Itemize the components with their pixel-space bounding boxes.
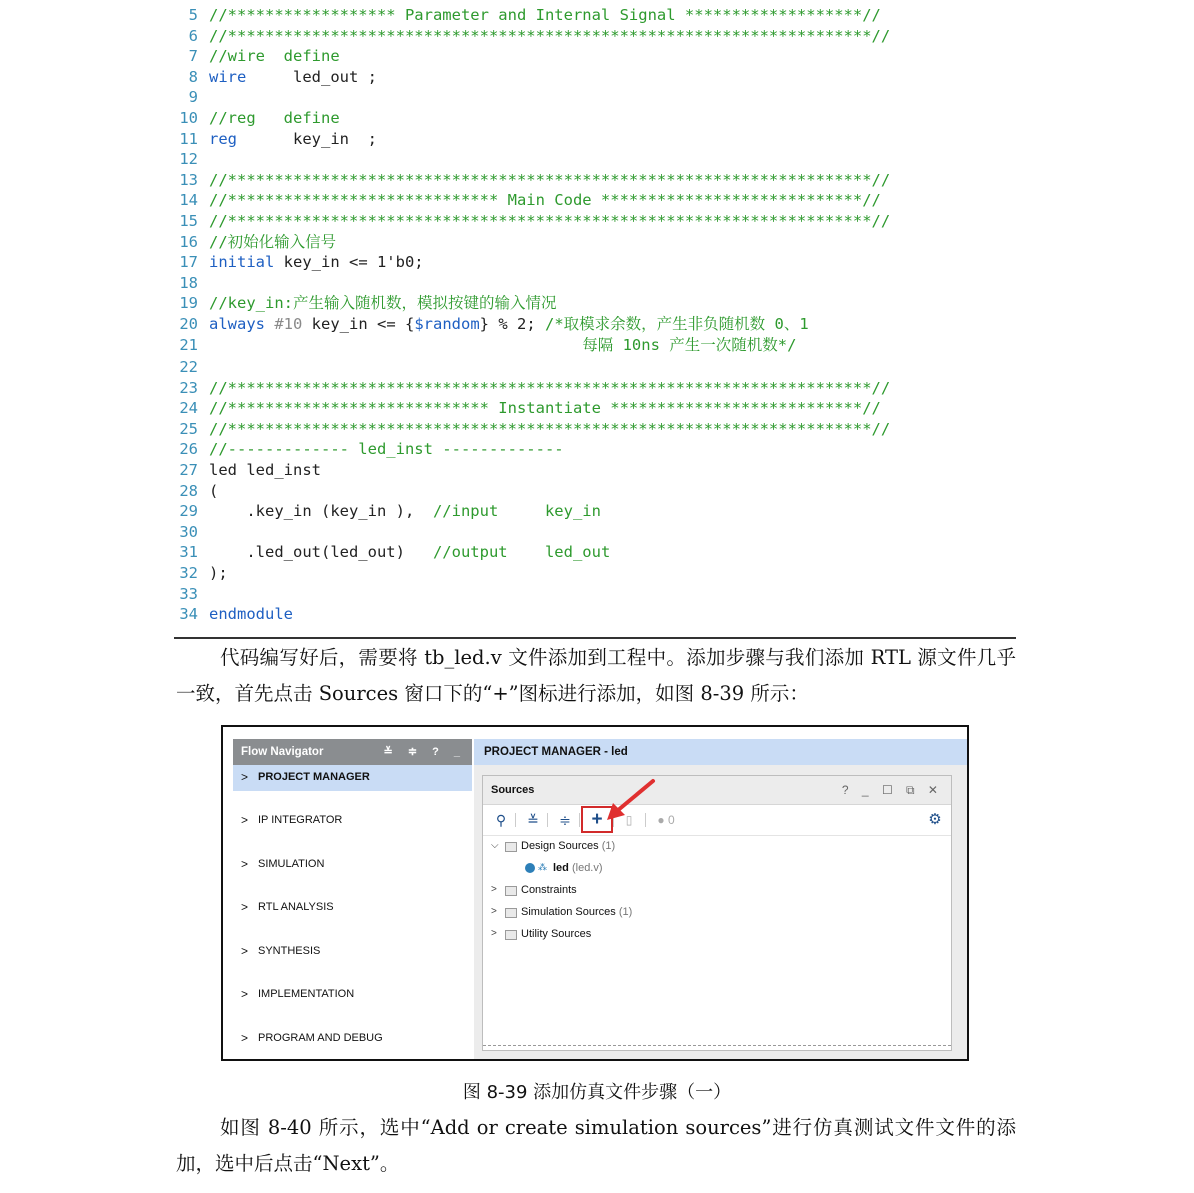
line-number: 18 bbox=[179, 273, 198, 292]
nav-item-label: RTL ANALYSIS bbox=[258, 901, 334, 913]
chevron-right-icon: > bbox=[241, 943, 249, 958]
code-line bbox=[174, 335, 1016, 358]
tree-item-label: Constraints bbox=[521, 884, 577, 896]
code-token: //*********************************************************************// bbox=[209, 170, 891, 189]
code-token: ); bbox=[209, 564, 228, 583]
line-number: 28 bbox=[179, 481, 198, 500]
code-token: //*********************************************************************// bbox=[209, 26, 891, 45]
window-controls[interactable]: ? _ ☐ ⧉ ✕ bbox=[841, 783, 943, 797]
chevron-down-icon: ⌵ bbox=[491, 840, 499, 851]
code-token: reg bbox=[209, 129, 237, 148]
code-text bbox=[209, 5, 881, 26]
nav-item-ip-integrator[interactable] bbox=[233, 808, 472, 852]
nav-item-label: PROGRAM AND DEBUG bbox=[258, 1031, 383, 1044]
code-text bbox=[209, 398, 881, 419]
sources-tree bbox=[483, 836, 951, 946]
flow-navigator-title: Flow Navigator bbox=[241, 746, 324, 758]
code-text bbox=[209, 419, 890, 440]
code-line bbox=[174, 439, 1016, 460]
collapse-all-icon[interactable]: ≚ bbox=[527, 812, 539, 828]
tree-bottom-border bbox=[483, 1045, 951, 1046]
chevron-right-icon: > bbox=[241, 856, 249, 871]
code-token: //****************** Parameter and Internal Signal *******************// bbox=[209, 6, 881, 24]
expand-all-icon[interactable]: ≑ bbox=[559, 812, 571, 828]
tree-item-constraints[interactable] bbox=[483, 880, 951, 902]
code-text bbox=[209, 439, 564, 460]
tree-item-utility-sources[interactable] bbox=[483, 924, 951, 946]
code-token: $random bbox=[414, 314, 480, 333]
code-line bbox=[174, 501, 1016, 522]
chevron-right-icon: > bbox=[241, 987, 249, 1001]
nav-item-rtl-analysis[interactable] bbox=[233, 895, 472, 939]
document-icon[interactable]: ▯ bbox=[625, 813, 633, 827]
code-token: } % 2; bbox=[479, 314, 545, 333]
chevron-right-icon: > bbox=[491, 928, 497, 939]
folder-icon bbox=[505, 886, 517, 896]
chevron-right-icon: > bbox=[241, 900, 249, 914]
toolbar-separator bbox=[515, 813, 516, 827]
sources-title: Sources bbox=[491, 784, 535, 796]
code-token: key_in <= 1'b0; bbox=[274, 253, 424, 272]
line-number: 13 bbox=[179, 170, 198, 189]
search-icon[interactable]: ⚲ bbox=[495, 812, 507, 828]
line-number: 30 bbox=[179, 522, 198, 541]
nav-item-implementation[interactable] bbox=[233, 982, 472, 1026]
code-line bbox=[174, 584, 1016, 605]
code-divider bbox=[174, 637, 1016, 639]
code-text bbox=[209, 335, 796, 356]
line-number: 20 bbox=[179, 314, 198, 333]
line-number: 31 bbox=[179, 543, 198, 562]
nav-item-label: IP INTEGRATOR bbox=[258, 814, 343, 826]
code-line bbox=[174, 129, 1016, 150]
code-token: //key_in:产生输入随机数，模拟按键的输入情况 bbox=[209, 294, 557, 313]
code-token: //***************************** Main Code ****************************// bbox=[209, 191, 881, 210]
code-text bbox=[209, 252, 424, 273]
line-number: 19 bbox=[179, 294, 198, 313]
tree-item-label: Utility Sources bbox=[521, 928, 592, 940]
code-text bbox=[209, 293, 557, 314]
tree-item-file: (led.v) bbox=[571, 862, 603, 874]
code-token: led led_inst bbox=[209, 461, 321, 480]
gear-icon[interactable]: ⚙ bbox=[928, 811, 942, 828]
code-token: #10 bbox=[274, 314, 303, 333]
code-text bbox=[209, 460, 321, 481]
sources-header bbox=[483, 776, 951, 805]
folder-icon bbox=[505, 908, 517, 918]
tree-item-label: led bbox=[553, 862, 569, 874]
code-line bbox=[174, 293, 1016, 314]
chevron-right-icon: > bbox=[241, 770, 249, 784]
tree-item-design-sources[interactable] bbox=[483, 836, 951, 858]
code-text bbox=[209, 108, 340, 129]
module-icon bbox=[525, 863, 535, 873]
code-line bbox=[174, 67, 1016, 88]
code-token: //reg define bbox=[209, 108, 340, 127]
line-number: 34 bbox=[179, 605, 198, 624]
tree-item-count: (1) bbox=[618, 906, 633, 918]
code-line bbox=[174, 419, 1016, 440]
line-number: 15 bbox=[179, 211, 198, 230]
code-token: //*********************************************************************// bbox=[209, 419, 891, 438]
code-token: key_in <= { bbox=[302, 314, 415, 333]
sources-toolbar bbox=[483, 805, 951, 836]
chevron-right-icon: > bbox=[491, 906, 497, 917]
code-token: //**************************** Instantiate ***************************// bbox=[209, 399, 881, 418]
code-line bbox=[174, 211, 1016, 232]
line-number: 8 bbox=[188, 67, 198, 86]
line-number: 27 bbox=[179, 461, 198, 480]
code-line bbox=[174, 604, 1016, 625]
code-text bbox=[209, 190, 881, 211]
code-line bbox=[174, 273, 1016, 294]
body-paragraph-2 bbox=[176, 1110, 1016, 1182]
line-number: 22 bbox=[179, 358, 198, 377]
code-line bbox=[174, 149, 1016, 170]
code-token: always bbox=[209, 314, 265, 333]
flow-navigator-tools[interactable]: ≚ ≑ ? _ bbox=[383, 746, 466, 758]
code-text bbox=[209, 232, 336, 253]
line-number: 7 bbox=[188, 47, 198, 66]
line-number: 6 bbox=[188, 26, 198, 45]
line-number: 29 bbox=[179, 502, 198, 521]
paragraph-text: 代码编写好后，需要将 tb_led.v 文件添加到工程中。添加步骤与我们添加 RTL 源文件几乎一致，首先点击 Sources 窗口下的“+”图标进行添加，如图 8-39 所示： bbox=[176, 646, 1016, 705]
toolbar-separator bbox=[579, 813, 580, 827]
code-text bbox=[209, 314, 809, 335]
status-dot-icon: ● 0 bbox=[657, 813, 675, 827]
chevron-right-icon: > bbox=[241, 813, 249, 827]
code-text bbox=[209, 129, 377, 150]
code-token: 每隔 10ns 产生一次随机数*/ bbox=[209, 335, 797, 354]
folder-icon bbox=[505, 842, 517, 852]
code-token: .led_out(led_out) bbox=[209, 543, 433, 562]
code-token: //*********************************************************************// bbox=[209, 211, 891, 230]
sources-window bbox=[482, 775, 952, 1051]
code-line bbox=[174, 314, 1016, 335]
code-text bbox=[209, 481, 218, 502]
nav-item-project-manager[interactable] bbox=[233, 765, 472, 791]
line-number: 16 bbox=[179, 232, 198, 251]
paragraph-text: 如图 8-40 所示，选中“Add or create simulation sources”进行仿真测试文件文件的添加，选中后点击“Next”。 bbox=[176, 1116, 1016, 1175]
tree-item-label: Design Sources bbox=[521, 840, 599, 852]
nav-item-synthesis[interactable] bbox=[233, 939, 472, 983]
code-line bbox=[174, 522, 1016, 543]
code-text bbox=[209, 501, 601, 522]
line-number: 10 bbox=[179, 108, 198, 127]
nav-item-simulation[interactable] bbox=[233, 852, 472, 896]
flow-navigator-header bbox=[233, 739, 472, 765]
nav-item-label: SIMULATION bbox=[258, 857, 325, 870]
code-listing bbox=[174, 5, 1016, 625]
tree-item-led[interactable] bbox=[483, 858, 951, 880]
code-line bbox=[174, 5, 1016, 26]
code-token: /*取模求余数，产生非负随机数 0、1 bbox=[544, 314, 809, 333]
nav-item-label: IMPLEMENTATION bbox=[258, 988, 355, 1000]
line-number: 26 bbox=[179, 440, 198, 459]
figure-caption: 图 8-39 添加仿真文件步骤（一） bbox=[462, 1082, 732, 1103]
code-token: //input key_in bbox=[432, 502, 601, 521]
tree-item-count: (1) bbox=[601, 840, 616, 852]
line-number: 33 bbox=[179, 584, 198, 603]
line-number: 5 bbox=[188, 6, 198, 24]
code-text bbox=[209, 563, 228, 584]
code-line bbox=[174, 108, 1016, 129]
line-number: 25 bbox=[179, 419, 198, 438]
code-token: wire bbox=[209, 67, 247, 86]
line-number: 24 bbox=[179, 399, 198, 418]
line-number: 11 bbox=[179, 129, 198, 148]
hierarchy-icon: ⁂ bbox=[538, 862, 547, 872]
code-text bbox=[209, 46, 340, 67]
line-number: 12 bbox=[179, 150, 198, 169]
folder-icon bbox=[505, 930, 517, 940]
line-number: 17 bbox=[179, 253, 198, 272]
code-text bbox=[209, 378, 890, 399]
code-token: led_out ; bbox=[246, 67, 377, 86]
line-number: 32 bbox=[179, 564, 198, 583]
code-line bbox=[174, 542, 1016, 563]
code-token: key_in ; bbox=[237, 129, 377, 148]
toolbar-separator bbox=[547, 813, 548, 827]
line-number: 14 bbox=[179, 191, 198, 210]
code-token: //wire define bbox=[209, 47, 340, 66]
code-token bbox=[265, 315, 274, 333]
code-token: initial bbox=[209, 253, 275, 272]
code-line bbox=[174, 481, 1016, 502]
code-text bbox=[209, 67, 377, 88]
code-line bbox=[174, 378, 1016, 399]
code-text bbox=[209, 26, 890, 47]
flow-navigator bbox=[233, 739, 472, 1051]
code-text bbox=[209, 604, 293, 625]
code-line bbox=[174, 190, 1016, 211]
chevron-right-icon: > bbox=[241, 1030, 249, 1045]
line-number: 21 bbox=[179, 335, 198, 354]
code-line bbox=[174, 46, 1016, 67]
code-text bbox=[209, 170, 890, 191]
code-token: //*********************************************************************// bbox=[209, 378, 891, 397]
code-token: endmodule bbox=[209, 605, 293, 624]
project-manager-banner: PROJECT MANAGER - led bbox=[474, 739, 968, 765]
code-line bbox=[174, 398, 1016, 419]
code-token: .key_in (key_in ), bbox=[209, 502, 433, 521]
vivado-screenshot bbox=[221, 725, 969, 1061]
code-token: //------------- led_inst ------------- bbox=[209, 440, 564, 459]
code-token: ( bbox=[209, 481, 219, 500]
tree-item-label: Simulation Sources bbox=[521, 906, 616, 918]
nav-item-label: SYNTHESIS bbox=[258, 944, 321, 957]
code-text bbox=[209, 542, 610, 563]
chevron-right-icon: > bbox=[491, 884, 497, 895]
code-line bbox=[174, 357, 1016, 378]
code-text bbox=[209, 211, 890, 232]
code-token: //output led_out bbox=[432, 543, 611, 562]
code-line bbox=[174, 87, 1016, 108]
nav-item-program-and-debug[interactable] bbox=[233, 1026, 472, 1062]
code-line bbox=[174, 460, 1016, 481]
code-line bbox=[174, 170, 1016, 191]
line-number: 9 bbox=[188, 88, 198, 107]
code-line bbox=[174, 232, 1016, 253]
code-token: //初始化输入信号 bbox=[209, 232, 337, 251]
body-paragraph-1 bbox=[176, 640, 1016, 712]
code-line bbox=[174, 26, 1016, 47]
tree-item-simulation-sources[interactable] bbox=[483, 902, 951, 924]
add-sources-button[interactable]: + bbox=[591, 809, 603, 830]
code-line bbox=[174, 563, 1016, 584]
line-number: 23 bbox=[179, 378, 198, 397]
nav-item-label: PROJECT MANAGER bbox=[258, 771, 370, 783]
red-arrow-icon bbox=[603, 777, 663, 823]
code-line bbox=[174, 252, 1016, 273]
